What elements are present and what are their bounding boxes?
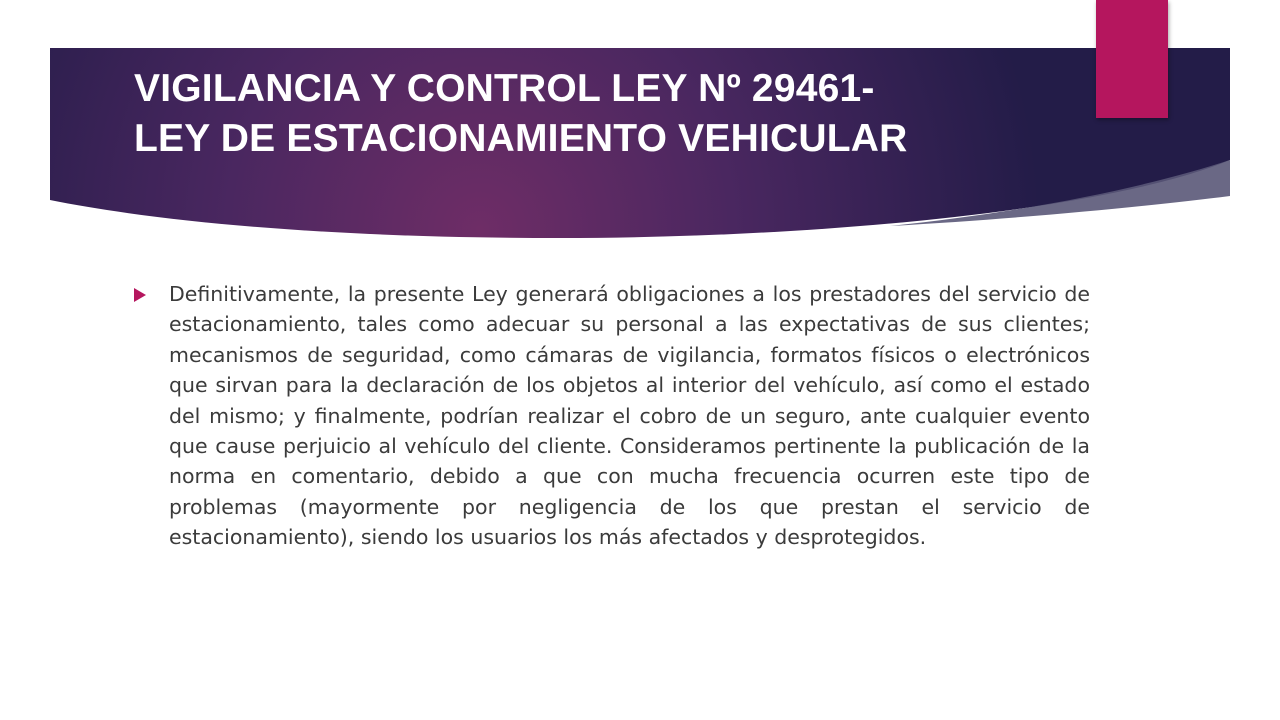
slide-title-line-1: VIGILANCIA Y CONTROL LEY Nº 29461- bbox=[134, 67, 875, 110]
bullet-text: Definitivamente, la presente Ley generará obligaciones a los prestadores del servicio de estacionamiento, tales como adecuar su personal a las expectativas de sus clientes; mecanismos de seguridad, como cámaras de vigilancia, formatos físicos o electrónicos que sirvan para la declaración de los objetos al interior del vehículo, así como el estado del mismo; y finalmente, podrían realizar el cobro de un seguro, ante cualquier evento que cause perjuicio al vehículo del cliente. Consideramos pertinente la publicación de la norma en comentario, debido a que con mucha frecuencia ocurren este tipo de problemas (mayormente por negligencia de los que prestan el servicio de estacionamiento), siendo los usuarios los más afectados y desprotegidos. bbox=[169, 282, 1090, 550]
triangle-right-icon bbox=[134, 288, 146, 302]
slide-body bbox=[134, 279, 1090, 553]
slide-title bbox=[134, 64, 1074, 164]
accent-tab bbox=[1096, 0, 1168, 118]
bullet-item bbox=[134, 279, 1090, 553]
slide-title-line-2: LEY DE ESTACIONAMIENTO VEHICULAR bbox=[134, 117, 908, 160]
